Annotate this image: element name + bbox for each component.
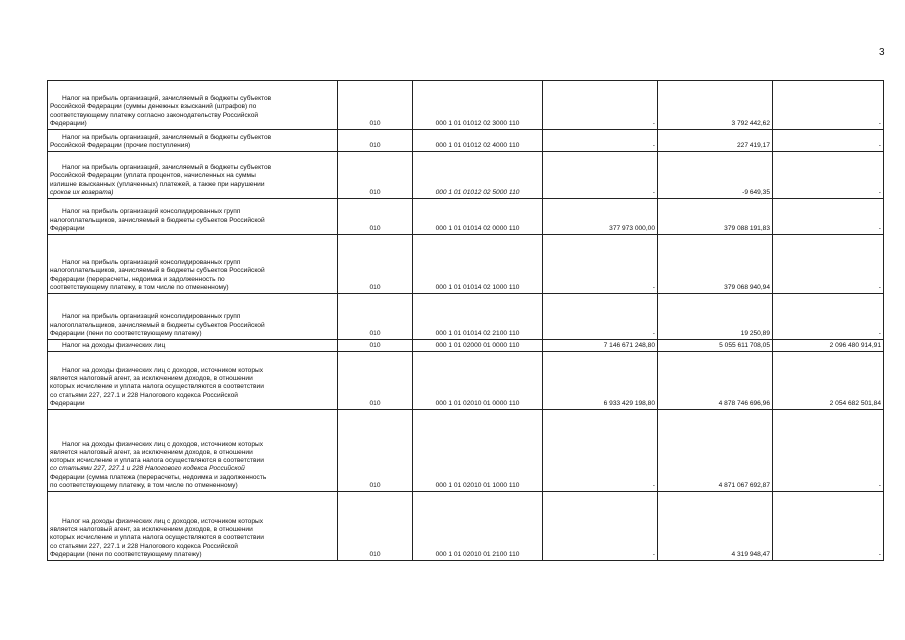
row-approved: - xyxy=(543,152,658,199)
row-approved: - xyxy=(543,410,658,492)
row-executed: 379 068 940,94 xyxy=(658,235,773,294)
row-approved: 7 146 671 248,80 xyxy=(543,340,658,352)
table-row xyxy=(48,235,884,294)
row-kbk: 000 1 01 01012 02 4000 110 xyxy=(413,130,543,152)
table-row xyxy=(48,152,884,199)
row-code: 010 xyxy=(338,130,413,152)
table-row xyxy=(48,410,884,492)
row-name: Налог на доходы физических лиц с доходов, источником которых является налоговый агент, за исключением доходов, в отношении которых исчисление и уплата налога осуществляются в соответствии со статьями 227, 227.1 и 228 Налогового кодекса Российской Федерации (сумма платежа (перерасчеты, недоимка и задолженность по соответствующему платежу, в том числе по отмененному) xyxy=(48,410,338,492)
row-name: Налог на прибыль организаций, зачисляемый в бюджеты субъектов Российской Федерации (уплата процентов, начисленных на суммы излишне взысканных (уплаченных) платежей, а также при нарушении сроков их возврата) xyxy=(48,152,338,199)
row-approved: - xyxy=(543,294,658,340)
row-executed: 5 055 611 708,05 xyxy=(658,340,773,352)
revenue-table xyxy=(47,80,884,561)
row-executed: 3 792 442,62 xyxy=(658,81,773,130)
row-unexecuted: - xyxy=(773,492,884,561)
row-unexecuted: 2 054 682 501,84 xyxy=(773,352,884,410)
table-row xyxy=(48,340,884,352)
page-number: 3 xyxy=(879,47,885,58)
row-name: Налог на доходы физических лиц с доходов, источником которых является налоговый агент, за исключением доходов, в отношении которых исчисление и уплата налога осуществляются в соответствии со статьями 227, 227.1 и 228 Налогового кодекса Российской Федерации xyxy=(48,352,338,410)
table-row xyxy=(48,294,884,340)
row-unexecuted: - xyxy=(773,130,884,152)
row-kbk: 000 1 01 02000 01 0000 110 xyxy=(413,340,543,352)
row-code: 010 xyxy=(338,340,413,352)
row-code: 010 xyxy=(338,199,413,235)
row-approved: 6 933 429 198,80 xyxy=(543,352,658,410)
row-unexecuted: - xyxy=(773,235,884,294)
row-name: Налог на прибыль организаций консолидированных групп налогоплательщиков, зачисляемый в бюджеты субъектов Российской Федерации (перерасчеты, недоимка и задолженность по соответствующему платежу, в том числе по отмененному) xyxy=(48,235,338,294)
row-code: 010 xyxy=(338,152,413,199)
table-row xyxy=(48,492,884,561)
row-kbk: 000 1 01 02010 01 0000 110 xyxy=(413,352,543,410)
row-approved: - xyxy=(543,492,658,561)
row-name: Налог на прибыль организаций, зачисляемый в бюджеты субъектов Российской Федерации (суммы денежных взысканий (штрафов) по соответствующему платежу согласно законодательству Российской Федерации) xyxy=(48,81,338,130)
row-kbk: 000 1 01 01012 02 3000 110 xyxy=(413,81,543,130)
row-name: Налог на прибыль организаций консолидированных групп налогоплательщиков, зачисляемый в бюджеты субъектов Российской Федерации (пени по соответствующему платежу) xyxy=(48,294,338,340)
table-row xyxy=(48,352,884,410)
row-executed: 4 878 746 696,96 xyxy=(658,352,773,410)
row-approved: 377 973 000,00 xyxy=(543,199,658,235)
row-unexecuted: - xyxy=(773,81,884,130)
row-unexecuted: - xyxy=(773,199,884,235)
row-approved: - xyxy=(543,81,658,130)
row-code: 010 xyxy=(338,294,413,340)
table-row xyxy=(48,81,884,130)
row-executed: 379 088 191,83 xyxy=(658,199,773,235)
row-unexecuted: - xyxy=(773,152,884,199)
row-executed: -9 649,35 xyxy=(658,152,773,199)
row-approved: - xyxy=(543,130,658,152)
row-code: 010 xyxy=(338,352,413,410)
row-name: Налог на прибыль организаций консолидированных групп налогоплательщиков, зачисляемый в бюджеты субъектов Российской Федерации xyxy=(48,199,338,235)
row-name: Налог на прибыль организаций, зачисляемый в бюджеты субъектов Российской Федерации (прочие поступления) xyxy=(48,130,338,152)
row-name: Налог на доходы физических лиц с доходов, источником которых является налоговый агент, за исключением доходов, в отношении которых исчисление и уплата налога осуществляются в соответствии со статьями 227, 227.1 и 228 Налогового кодекса Российской Федерации (пени по соответствующему платежу) xyxy=(48,492,338,561)
row-code: 010 xyxy=(338,410,413,492)
row-kbk: 000 1 01 01012 02 5000 110 xyxy=(413,152,543,199)
row-executed: 227 419,17 xyxy=(658,130,773,152)
row-kbk: 000 1 01 01014 02 1000 110 xyxy=(413,235,543,294)
row-unexecuted: 2 096 480 914,91 xyxy=(773,340,884,352)
table-row xyxy=(48,199,884,235)
row-code: 010 xyxy=(338,81,413,130)
row-executed: 19 250,89 xyxy=(658,294,773,340)
row-kbk: 000 1 01 02010 01 1000 110 xyxy=(413,410,543,492)
row-name: Налог на доходы физических лиц xyxy=(48,340,338,352)
table-row xyxy=(48,130,884,152)
row-unexecuted: - xyxy=(773,294,884,340)
row-code: 010 xyxy=(338,235,413,294)
row-approved: - xyxy=(543,235,658,294)
row-executed: 4 319 948,47 xyxy=(658,492,773,561)
row-kbk: 000 1 01 01014 02 2100 110 xyxy=(413,294,543,340)
row-kbk: 000 1 01 02010 01 2100 110 xyxy=(413,492,543,561)
row-kbk: 000 1 01 01014 02 0000 110 xyxy=(413,199,543,235)
row-code: 010 xyxy=(338,492,413,561)
row-unexecuted: - xyxy=(773,410,884,492)
row-executed: 4 871 067 692,87 xyxy=(658,410,773,492)
